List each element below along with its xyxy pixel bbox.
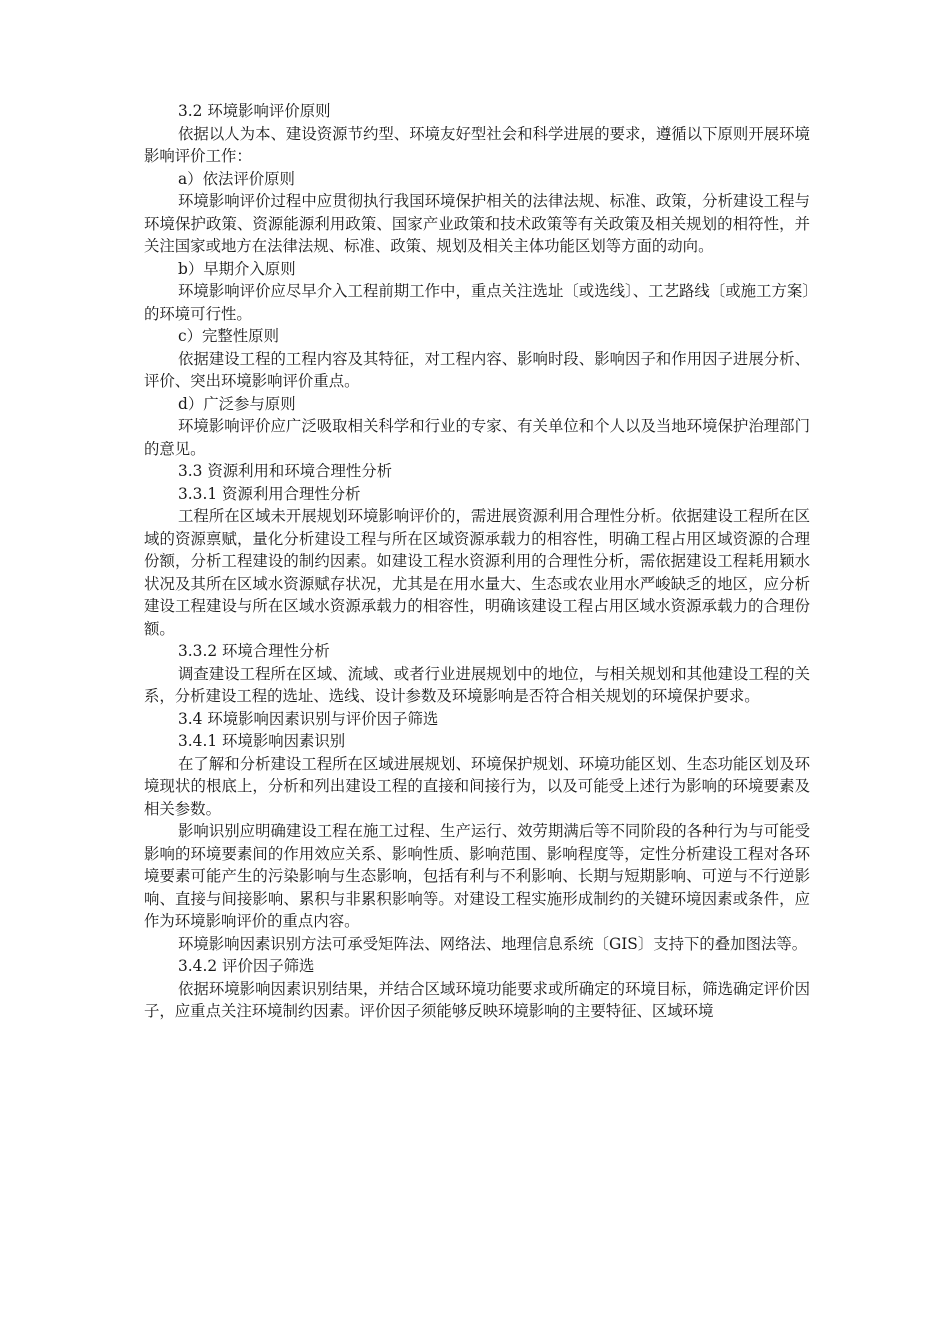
paragraph-lawful-evaluation: 环境影响评价过程中应贯彻执行我国环境保护相关的法律法规、标准、政策，分析建设工程与环境保护政策、资源能源利用政策、国家产业政策和技术政策等有关政策及相关规划的相符性，并关注国家或地方在法律法规、标准、政策、规划及相关主体功能区划等方面的动向。	[144, 192, 810, 255]
list-heading-c: c）完整性原则	[178, 327, 279, 345]
list-heading-b: b）早期介入原则	[178, 259, 296, 278]
paragraph-principles-intro: 依据以人为本、建设资源节约型、环境友好型社会和科学进展的要求，遵循以下原则开展环境影响评价工作：	[144, 124, 810, 165]
section-heading-3-2: 3.2 环境影响评价原则	[178, 102, 331, 120]
paragraph-factor-screening: 依据环境影响因素识别结果，并结合区域环境功能要求或所确定的环境目标，筛选确定评价因子，应重点关注环境制约因素。评价因子须能够反映环境影响的主要特征、区域环境	[144, 979, 810, 1020]
paragraph-early-intervention: 环境影响评价应尽早介入工程前期工作中，重点关注选址〔或选线〕、工艺路线〔或施工方案〕的环境可行性。	[144, 282, 810, 323]
section-heading-3-3-1: 3.3.1 资源利用合理性分析	[178, 484, 361, 503]
list-heading-d: d）广泛参与原则	[178, 394, 296, 413]
section-heading-3-4: 3.4 环境影响因素识别与评价因子筛选	[178, 709, 439, 728]
paragraph-identification-methods: 环境影响因素识别方法可承受矩阵法、网络法、地理信息系统〔GIS〕支持下的叠加图法等。	[178, 934, 808, 953]
paragraph-environment-rationality: 调查建设工程所在区域、流域、或者行业进展规划中的地位，与相关规划和其他建设工程的关系，分析建设工程的选址、选线、设计参数及环境影响是否符合相关规划的环境保护要求。	[144, 664, 810, 705]
paragraph-broad-participation: 环境影响评价应广泛吸取相关科学和行业的专家、有关单位和个人以及当地环境保护治理部门的意见。	[144, 417, 810, 458]
paragraph-resource-use: 工程所在区域未开展规划环境影响评价的，需进展资源利用合理性分析。依据建设工程所在区域的资源禀赋，量化分析建设工程与所在区域资源承载力的相容性，明确工程占用区域资源的合理份额，分析工程建设的制约因素。如建设工程水资源利用的合理性分析，需依据建设工程耗用颖水状况及其所在区域水资源赋存状况，尤其是在用水量大、生态或农业用水严峻缺乏的地区，应分析建设工程建设与所在区域水资源承载力的相容性，明确该建设工程占用区域水资源承载力的合理份额。	[144, 507, 810, 638]
paragraph-factor-identification: 在了解和分析建设工程所在区域进展规划、环境保护规划、环境功能区划、生态功能区划及环境现状的根底上，分析和列出建设工程的直接和间接行为，以及可能受上述行为影响的环境要素及相关参数。	[144, 754, 810, 818]
list-heading-a: a）依法评价原则	[178, 169, 295, 188]
paragraph-impact-identification: 影响识别应明确建设工程在施工过程、生产运行、效劳期满后等不同阶段的各种行为与可能受影响的环境要素间的作用效应关系、影响性质、影响范围、影响程度等，定性分析建设工程对各环境要素可能产生的污染影响与生态影响，包括有利与不利影响、长期与短期影响、可逆与不行逆影响、直接与间接影响、累积与非累积影响等。对建设工程实施形成制约的关键环境因素或条件，应作为环境影响评价的重点内容。	[144, 822, 810, 930]
paragraph-integrity: 依据建设工程的工程内容及其特征，对工程内容、影响时段、影响因子和作用因子进展分析、评价、突出环境影响评价重点。	[144, 349, 810, 390]
section-heading-3-4-1: 3.4.1 环境影响因素识别	[178, 732, 346, 750]
section-heading-3-4-2: 3.4.2 评价因子筛选	[178, 957, 315, 975]
section-heading-3-3-2: 3.3.2 环境合理性分析	[178, 642, 330, 660]
document-page	[144, 100, 810, 1023]
section-heading-3-3: 3.3 资源利用和环境合理性分析	[178, 462, 393, 480]
